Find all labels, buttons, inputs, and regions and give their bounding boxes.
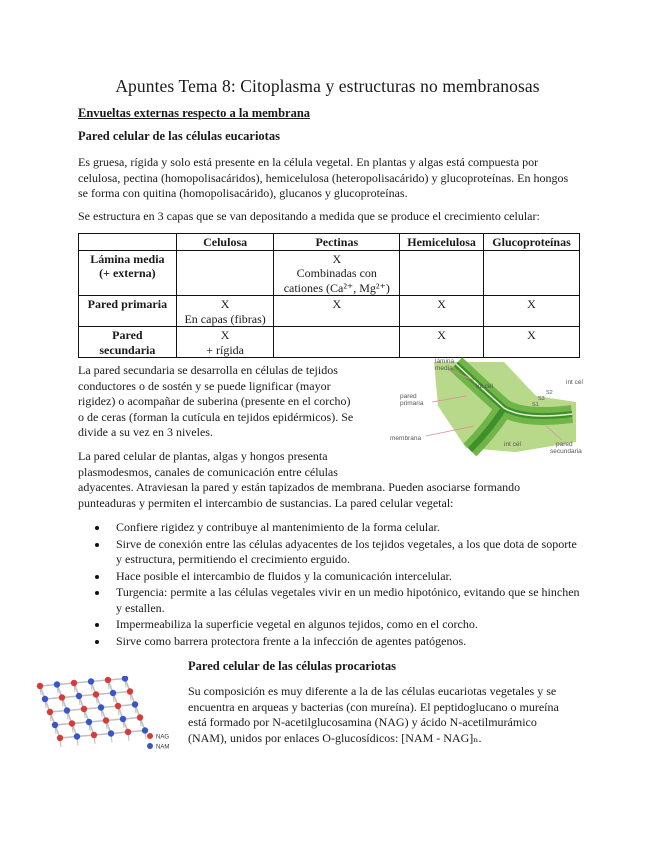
- bullet-icon: [95, 591, 99, 595]
- table-cell: [274, 327, 400, 358]
- nag-sphere: [127, 688, 133, 694]
- cell-wall-table: [78, 233, 580, 358]
- list-item-text: Impermeabiliza la superficie vegetal en algunos tejidos, como en el corcho.: [116, 617, 478, 631]
- peptidoglycan-lattice: [37, 676, 148, 747]
- nam-sphere: [74, 733, 80, 739]
- list-item: [92, 537, 582, 568]
- list-item-text: Hace posible el intercambio de fluidos y la comunicación intercelular.: [116, 568, 452, 583]
- prokaryote-heading: Pared celular de las células procariotas: [188, 659, 396, 673]
- text-line: divide a su vez en 3 niveles.: [78, 425, 213, 439]
- list-item: [92, 617, 582, 633]
- nam-sphere: [54, 681, 60, 687]
- table-cell: [176, 296, 274, 327]
- text-line: (NAM), unidos por enlaces O-glucosídicos: [NAM - NAG]ₙ.: [188, 730, 482, 745]
- row-label: [79, 250, 177, 296]
- label-primaria: primaria: [400, 400, 424, 407]
- text-line: conductores o de sostén y se puede lignificar (mayor: [78, 378, 331, 393]
- table-cell: X: [484, 296, 580, 327]
- bullet-icon: [95, 640, 99, 644]
- secondary-wall-paragraph: [78, 363, 378, 441]
- table-cell: X: [274, 296, 400, 327]
- nam-sphere: [108, 730, 114, 736]
- text-line: La pared celular de plantas, algas y hongos presenta: [78, 449, 328, 463]
- row-label-line: (+ externa): [99, 266, 156, 280]
- nam-sphere: [42, 696, 48, 702]
- row-label-line: Lámina media: [90, 251, 165, 266]
- cell-wall-diagram: [386, 356, 586, 460]
- list-item: [92, 569, 582, 585]
- nam-sphere: [110, 690, 116, 696]
- list-item-text: Turgencia: permite a las células vegetales vivir en un medio hipotónico, evitando que se hinchen y estallen.: [116, 585, 580, 615]
- cell-line: X: [220, 297, 230, 311]
- nag-sphere: [137, 714, 143, 720]
- nam-legend-dot: [147, 743, 153, 749]
- table-header-cell: [79, 234, 177, 251]
- table-header-cell: Hemicelulosa: [400, 234, 484, 251]
- nag-sphere: [69, 720, 75, 726]
- nag-sphere: [71, 680, 77, 686]
- nag-sphere: [57, 735, 63, 741]
- label-s1: S1: [532, 402, 539, 408]
- text-line: La pared secundaria se desarrolla en células de tejidos: [78, 363, 338, 377]
- list-item-text: Confiere rigidez y contribuye al mantenimiento de la forma celular.: [116, 520, 440, 534]
- table-header-cell: Glucoproteínas: [484, 234, 580, 251]
- label-membrana: membrana: [390, 435, 422, 442]
- label-lamina: lámina: [435, 358, 455, 365]
- table-row: [79, 250, 580, 296]
- row-label: [79, 327, 177, 358]
- text-line: Su composición es muy diferente a la de las células eucariotas vegetales y se: [188, 684, 557, 698]
- row-label-line: Pared: [112, 328, 143, 342]
- label-pared: pared: [400, 393, 417, 400]
- eukaryote-heading: Pared celular de las células eucariotas: [78, 129, 280, 143]
- cell-line: En capas (fibras): [184, 311, 266, 326]
- nam-sphere: [142, 727, 148, 733]
- prokaryote-paragraph: [188, 684, 583, 746]
- table-header-cell: Celulosa: [176, 234, 274, 251]
- nag-sphere: [47, 709, 53, 715]
- table-header-cell: Pectinas: [274, 234, 400, 251]
- nag-sphere: [37, 683, 43, 689]
- section-heading: Envueltas externas respecto a la membrana: [78, 106, 311, 120]
- table-row: [79, 327, 580, 358]
- label-s2: S2: [546, 390, 553, 396]
- table-cell: X: [484, 327, 580, 358]
- wall-layers: [434, 362, 576, 452]
- nam-sphere: [86, 719, 92, 725]
- nam-sphere: [132, 701, 138, 707]
- nam-legend-label: NAM: [156, 744, 170, 751]
- nag-sphere: [125, 729, 131, 735]
- text-line: plasmodesmos, canales de comunicación entre células: [78, 464, 338, 479]
- table-cell: [484, 250, 580, 296]
- text-line: punteaduras y permiten el intercambio de sustancias. La pared celular vegetal:: [78, 495, 454, 510]
- row-label-line: secundaria: [99, 342, 156, 357]
- table-row: [79, 296, 580, 327]
- cell-line: + rígida: [206, 342, 244, 357]
- peptidoglycan-diagram: [30, 676, 180, 762]
- nam-sphere: [52, 722, 58, 728]
- nam-sphere: [122, 676, 128, 682]
- nag-sphere: [93, 691, 99, 697]
- list-item: [92, 634, 582, 650]
- text-line: o de ceras (forman la cutícula en tejidos epidérmicos). Se: [78, 409, 354, 424]
- list-item-text: Sirve como barrera protectora frente a la infección de agentes patógenos.: [116, 633, 467, 648]
- table-cell: X: [400, 327, 484, 358]
- pg-legend: [147, 733, 169, 751]
- list-item-text: Sirve de conexión entre las células adyacentes de los tejidos vegetales, a los que dota de soporte y estructura, permitiendo el crecimiento erguido.: [116, 536, 577, 566]
- text-line: adyacentes. Atraviesan la pared y están tapizados de membrana. Pueden asociarse formando: [78, 480, 521, 494]
- label-pared-secundaria: pared: [556, 441, 573, 448]
- nam-sphere: [76, 693, 82, 699]
- cell-line: X: [220, 328, 230, 342]
- row-label: Pared primaria: [79, 296, 177, 327]
- label-media: media: [435, 365, 453, 372]
- label-s3: S3: [538, 396, 545, 402]
- page-title: Apuntes Tema 8: Citoplasma y estructuras no membranosas: [115, 76, 540, 96]
- bullet-icon: [95, 623, 99, 627]
- table-cell: X: [400, 296, 484, 327]
- nag-sphere: [59, 694, 65, 700]
- layers-intro: Se estructura en 3 capas que se van depositando a medida que se produce el crecimiento celular:: [78, 209, 540, 223]
- label-int-cel: int cél: [476, 383, 493, 390]
- nag-sphere: [105, 677, 111, 683]
- nag-legend-dot: [147, 733, 153, 739]
- nag-sphere: [81, 706, 87, 712]
- nam-sphere: [98, 704, 104, 710]
- table-cell: [176, 327, 274, 358]
- table-cell: [176, 250, 274, 296]
- nag-legend-label: NAG: [156, 734, 170, 741]
- bullet-list: [92, 520, 582, 650]
- cell-line: cationes (Ca²⁺, Mg²⁺): [283, 280, 390, 295]
- nag-sphere: [91, 732, 97, 738]
- text-line: rigidez) o acompañar de suberina (presente en el corcho): [78, 394, 351, 408]
- bullet-icon: [95, 575, 99, 579]
- table-header-row: [79, 234, 580, 251]
- label-int-cel: int cél: [566, 379, 583, 386]
- nag-sphere: [103, 717, 109, 723]
- nam-sphere: [88, 678, 94, 684]
- eukaryote-paragraph: Es gruesa, rígida y solo está presente en la célula vegetal. En plantas y algas está compuesta por celulosa, pectina (homopolisacáridos), hemicelulosa (heteropolisacárido) y glucoproteínas. En hongos se forma con quitina (homopolisacárido), glucanos y glucoproteínas.: [78, 155, 569, 200]
- list-item: [92, 520, 582, 536]
- table-cell: [400, 250, 484, 296]
- list-item: [92, 585, 582, 616]
- table-cell: [274, 250, 400, 296]
- bullet-icon: [95, 543, 99, 547]
- label-int-cel: int cél: [504, 441, 521, 448]
- text-line: encuentra en arqueas y bacterias (con mureína). El peptidoglucano o mureína: [188, 699, 559, 714]
- nam-sphere: [120, 716, 126, 722]
- cell-line: X: [332, 251, 342, 266]
- text-line: está formado por N-acetilglucosamina (NAG) y ácido N-acetilmurámico: [188, 715, 537, 729]
- nam-sphere: [64, 707, 70, 713]
- label-pared-secundaria: secundaria: [550, 448, 582, 455]
- nag-sphere: [115, 703, 121, 709]
- bullet-icon: [95, 526, 99, 530]
- cell-line: Combinadas con: [296, 266, 377, 280]
